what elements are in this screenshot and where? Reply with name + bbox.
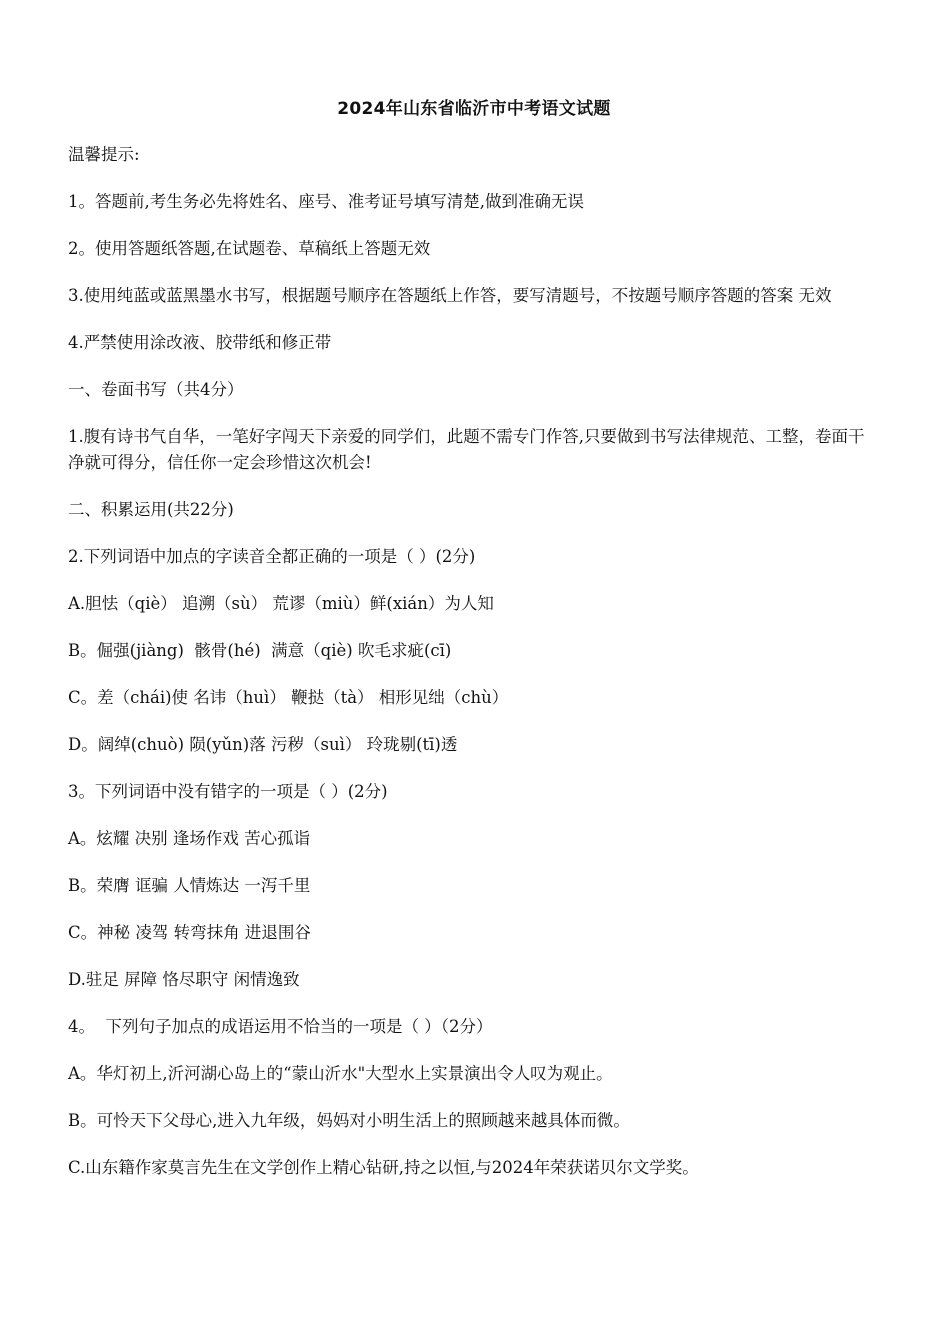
tip-1: 1。答题前,考生务必先将姓名、座号、准考证号填写清楚,做到准确无误 [68,192,584,211]
question-4-option-b: B。可怜天下父母心,进入九年级，妈妈对小明生活上的照顾越来越具体而微。 [68,1111,630,1130]
question-2: 2.下列词语中加点的字读音全都正确的一项是（ ）(2分) [68,547,476,566]
tip-4: 4.严禁使用涂改液、胶带纸和修正带 [68,333,332,352]
question-4: 4。 下列句子加点的成语运用不恰当的一项是（ ）（2分） [68,1017,493,1036]
question-2-option-d: D。阔绰(chuò) 陨(yǔn)落 污秽（suì） 玲珑剔(tī)透 [68,735,458,754]
document-title: 2024年山东省临沂市中考语文试题 [337,99,611,119]
section-2-heading: 二、积累运用(共22分) [68,500,234,519]
question-2-option-c: C。差（chái)使 名讳（huì） 鞭挞（tà） 相形见绌（chù） [68,688,509,707]
question-2-option-a: A.胆怯（qiè） 追溯（sù） 荒谬（miù）鲜(xián）为人知 [68,594,494,613]
tip-3: 3.使用纯蓝或蓝黑墨水书写，根据题号顺序在答题纸上作答，要写清题号，不按题号顺序答题的答案 无效 [68,286,832,305]
question-4-option-c: C.山东籍作家莫言先生在文学创作上精心钻研,持之以恒,与2024年荣获诺贝尔文学奖。 [68,1158,699,1177]
question-3-option-b: B。荣膺 诓骗 人情炼达 一泻千里 [68,876,311,895]
question-3-option-c: C。神秘 凌驾 转弯抹角 进退围谷 [68,923,311,942]
tips-heading: 温馨提示: [68,145,140,164]
question-3: 3。下列词语中没有错字的一项是（ ）(2分) [68,782,388,801]
section-1-heading: 一、卷面书写（共4分） [68,380,244,399]
question-4-option-a: A。华灯初上,沂河湖心岛上的“蒙山沂水"大型水上实景演出令人叹为观止。 [68,1064,613,1083]
question-3-option-d: D.驻足 屏障 恪尽职守 闲情逸致 [68,970,300,989]
document-page [68,96,880,1202]
question-2-option-b: B。倔强(jiàng) 骸骨(hé) 满意（qiè) 吹毛求疵(cī) [68,641,452,660]
question-3-option-a: A。炫耀 决别 逢场作戏 苦心孤诣 [68,829,311,848]
tip-2: 2。使用答题纸答题,在试题卷、草稿纸上答题无效 [68,239,431,258]
question-1: 1.腹有诗书气自华，一笔好字闯天下亲爱的同学们，此题不需专门作答,只要做到书写法律规范、工整，卷面干净就可得分，信任你一定会珍惜这次机会! [68,427,865,472]
